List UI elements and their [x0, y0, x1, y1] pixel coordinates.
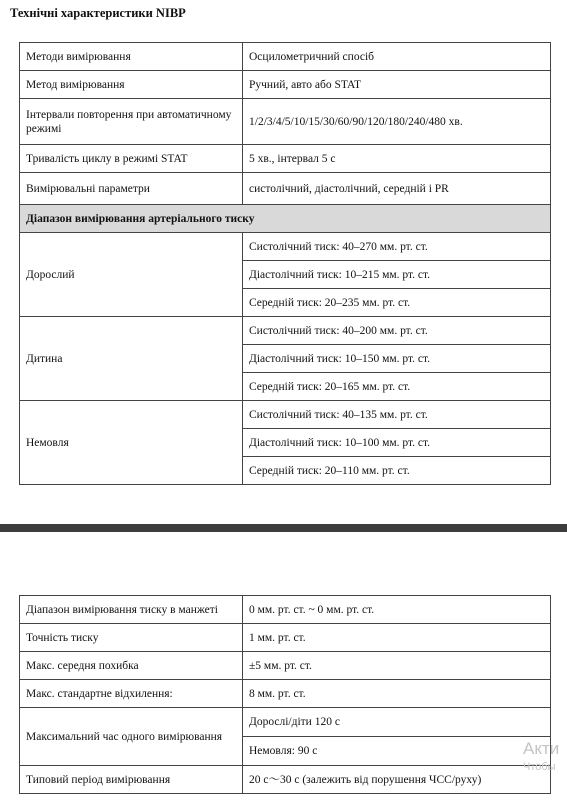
row-label: Точність тиску: [20, 624, 243, 652]
row-value: 0 мм. рт. ст. ~ 0 мм. рт. ст.: [243, 596, 551, 624]
table-row: [20, 401, 551, 429]
section-header-row: [20, 205, 551, 233]
section-header: Діапазон вимірювання артеріального тиску: [20, 205, 551, 233]
row-label: Вимірювальні параметри: [20, 173, 243, 205]
table-row: [20, 652, 551, 680]
group-label-infant: Немовля: [20, 401, 243, 485]
row-value: Діастолічний тиск: 10–150 мм. рт. ст.: [243, 345, 551, 373]
row-value: 20 с〜30 с (залежить від порушення ЧСС/руху): [243, 766, 551, 794]
cuff-specs-table: [19, 595, 551, 794]
table-row: [20, 99, 551, 145]
table-row: [20, 173, 551, 205]
row-value: 1 мм. рт. ст.: [243, 624, 551, 652]
table-row: [20, 317, 551, 345]
row-value: Осцилометричний спосіб: [243, 43, 551, 71]
nibp-specs-table: [19, 42, 551, 485]
row-value: Систолічний тиск: 40–135 мм. рт. ст.: [243, 401, 551, 429]
group-label-adult: Дорослий: [20, 233, 243, 317]
row-label: Типовий період вимірювання: [20, 766, 243, 794]
row-value: 8 мм. рт. ст.: [243, 680, 551, 708]
table-row: [20, 145, 551, 173]
row-label: Методи вимірювання: [20, 43, 243, 71]
table-row: [20, 708, 551, 737]
table-row: [20, 43, 551, 71]
row-value: Систолічний тиск: 40–270 мм. рт. ст.: [243, 233, 551, 261]
row-value: Ручний, авто або STAT: [243, 71, 551, 99]
table-row: [20, 71, 551, 99]
row-label: Інтервали повторення при автоматичному режимі: [20, 99, 243, 145]
document-title: Технічні характеристики NIBP: [10, 6, 186, 20]
row-value: Систолічний тиск: 40–200 мм. рт. ст.: [243, 317, 551, 345]
row-label: Метод вимірювання: [20, 71, 243, 99]
row-value: Немовля: 90 с: [243, 737, 551, 766]
table-row: [20, 596, 551, 624]
row-label: Тривалість циклу в режимі STAT: [20, 145, 243, 173]
row-value: Середній тиск: 20–165 мм. рт. ст.: [243, 373, 551, 401]
row-value: Середній тиск: 20–110 мм. рт. ст.: [243, 457, 551, 485]
page-separator: [0, 524, 567, 532]
row-value: Середній тиск: 20–235 мм. рт. ст.: [243, 289, 551, 317]
row-value: 5 хв., інтервал 5 с: [243, 145, 551, 173]
table-row: [20, 233, 551, 261]
row-label: Макс. стандартне відхилення:: [20, 680, 243, 708]
row-value: ±5 мм. рт. ст.: [243, 652, 551, 680]
watermark-line1: Акти: [523, 739, 560, 758]
table-row: [20, 624, 551, 652]
row-label: Діапазон вимірювання тиску в манжеті: [20, 596, 243, 624]
watermark-line2: Чтобы: [523, 761, 556, 773]
row-value: Діастолічний тиск: 10–100 мм. рт. ст.: [243, 429, 551, 457]
group-label-child: Дитина: [20, 317, 243, 401]
table-row: [20, 766, 551, 794]
activation-watermark: [523, 739, 559, 775]
row-label: Макс. середня похибка: [20, 652, 243, 680]
row-value: систолічний, діастолічний, середній і PR: [243, 173, 551, 205]
row-value: 1/2/3/4/5/10/15/30/60/90/120/180/240/480 хв.: [243, 99, 551, 145]
max-time-label: Максимальний час одного вимірювання: [20, 708, 243, 766]
row-value: Дорослі/діти 120 с: [243, 708, 551, 737]
table-row: [20, 680, 551, 708]
row-value: Діастолічний тиск: 10–215 мм. рт. ст.: [243, 261, 551, 289]
